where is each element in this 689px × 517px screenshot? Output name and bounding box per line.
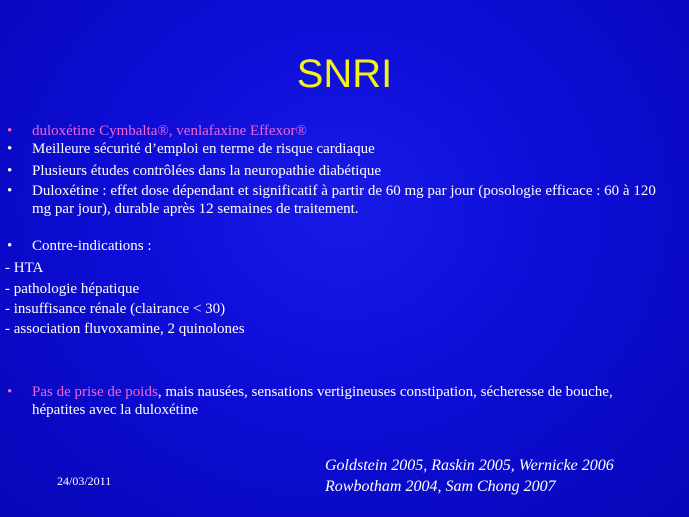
bullet-text: duloxétine Cymbalta®, venlafaxine Effexor® — [32, 123, 307, 139]
reference-line: Goldstein 2005, Raskin 2005, Wernicke 2006 — [325, 457, 614, 474]
bullet-icon: • — [7, 141, 13, 157]
contraindication-item: - association fluvoxamine, 2 quinolones — [5, 321, 245, 337]
bullet-icon: • — [7, 183, 13, 199]
bullet-icon: • — [7, 123, 13, 139]
bullet-text: Plusieurs études contrôlées dans la neuropathie diabétique — [32, 163, 382, 179]
contraindication-item: - insuffisance rénale (clairance < 30) — [5, 301, 226, 317]
bullet-icon: • — [7, 384, 13, 400]
bullet-rest-text: , mais nausées, sensations vertigineuses constipation, sécheresse de bouche, hépatites avec la duloxétine — [32, 384, 613, 418]
reference-line: Rowbotham 2004, Sam Chong 2007 — [325, 478, 556, 495]
contraindication-item: - HTA — [5, 260, 44, 276]
contraindication-item: - pathologie hépatique — [5, 281, 140, 297]
bullet-text: Meilleure sécurité d’emploi en terme de risque cardiaque — [32, 141, 375, 157]
bullet-icon: • — [7, 163, 13, 179]
bullet-text — [32, 383, 662, 419]
bullet-text: Contre-indications : — [32, 238, 152, 254]
bullet-icon: • — [7, 238, 13, 254]
highlight-text: Pas de prise de poids — [32, 384, 158, 400]
bullet-text: Duloxétine : effet dose dépendant et significatif à partir de 60 mg par jour (posologie efficace : 60 à 120 mg par jour), durable après 12 semaines de traitement. — [32, 183, 656, 217]
slide-date: 24/03/2011 — [57, 474, 112, 488]
references — [325, 455, 614, 497]
slide-title: SNRI — [296, 52, 393, 96]
